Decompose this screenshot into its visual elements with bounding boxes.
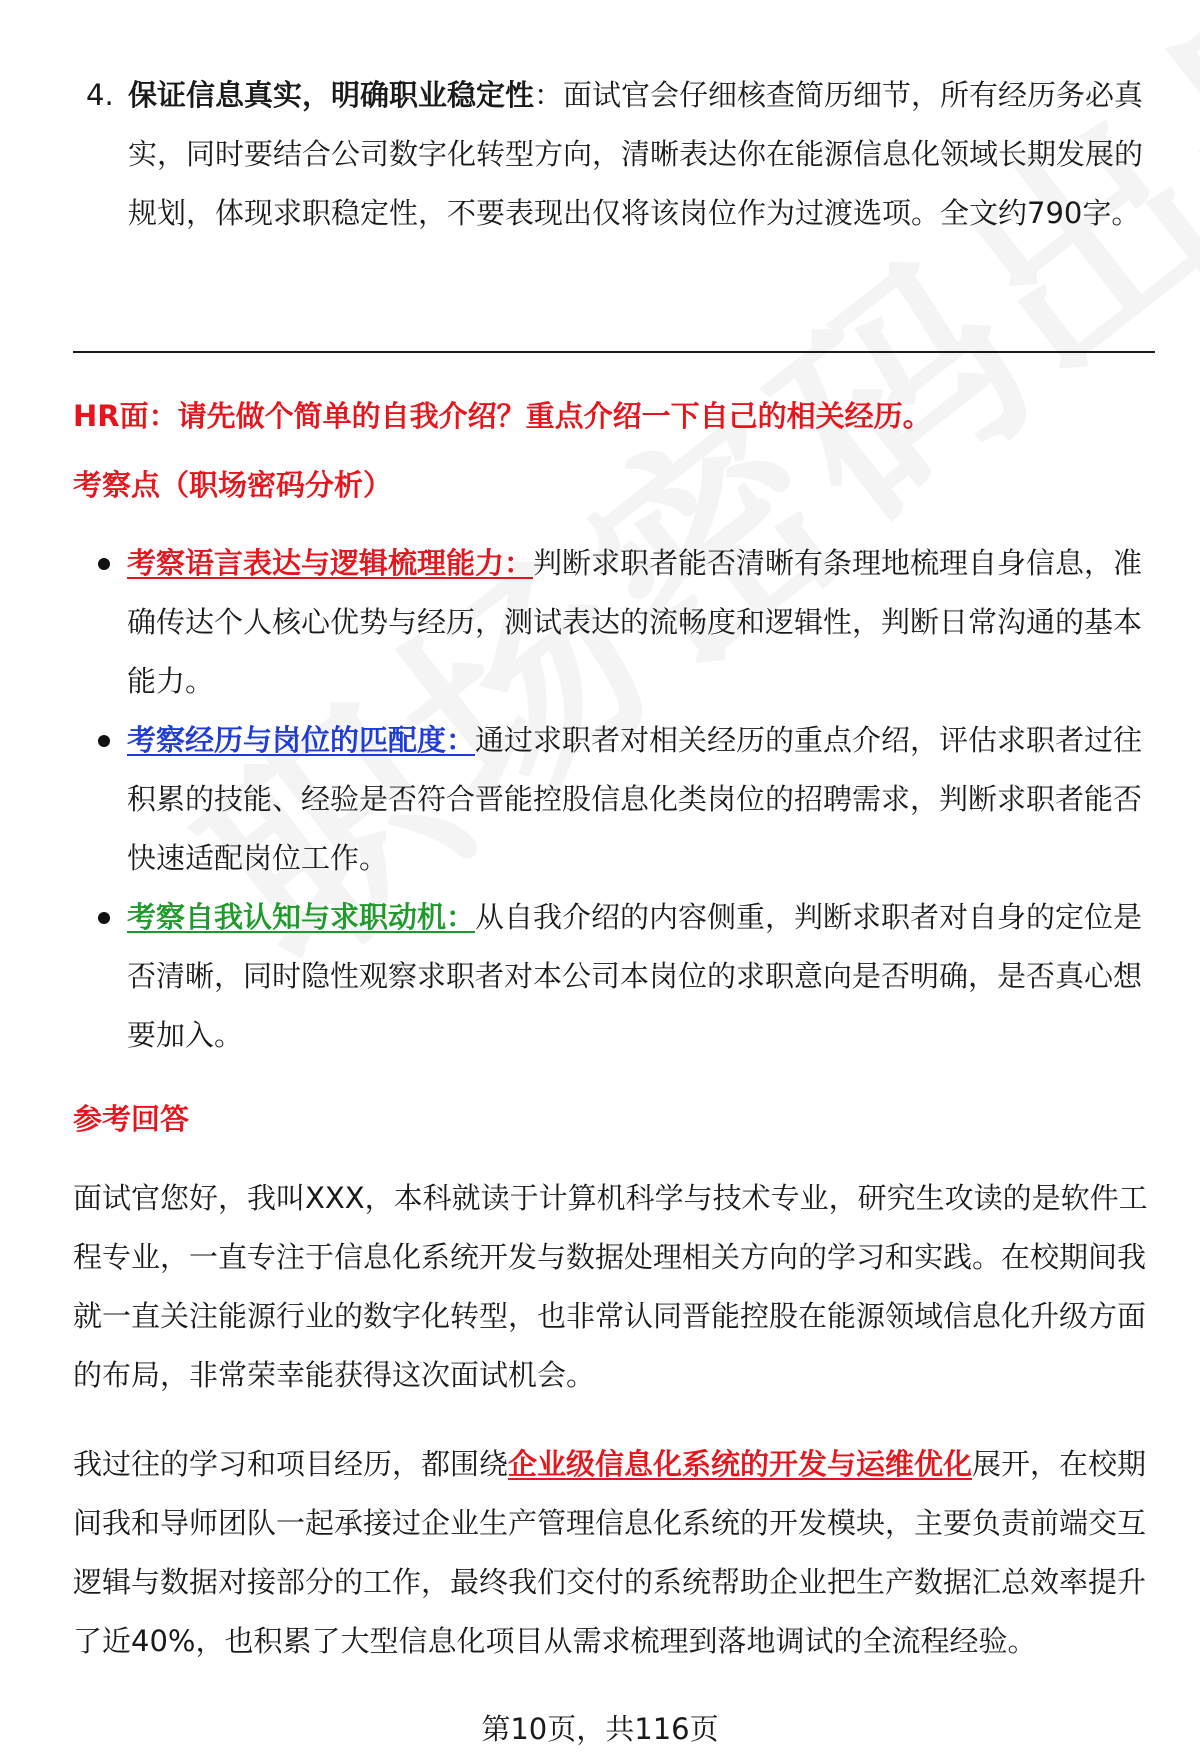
answer-paragraph-1: 面试官您好，我叫XXX，本科就读于计算机科学与技术专业，研究生攻读的是软件工程专业，一直专注于信息化系统开发与数据处理相关方向的学习和实践。在校期间我就一直关注能源行业的数字化转型，也非常认同晋能控股在能源领域信息化升级方面的布局，非常荣幸能获得这次面试机会。	[73, 1181, 1148, 1392]
answer-paragraph-2	[73, 1435, 1158, 1671]
focus-text: 从自我介绍的内容侧重，判断求职者对自身的定位是否清晰，同时隐性观察求职者对本公司本岗位的求职意向是否明确，是否真心想要加入。	[127, 900, 1143, 1052]
focus-text: 通过求职者对相关经历的重点介绍，评估求职者过往积累的技能、经验是否符合晋能控股信息化类岗位的招聘需求，判断求职者能否快速适配岗位工作。	[127, 723, 1143, 875]
item-number: 4.	[86, 78, 114, 112]
answer-text: 展开，在校期间我和导师团队一起承接过企业生产管理信息化系统的开发模块，主要负责前端交互逻辑与数据对接部分的工作，最终我们交付的系统帮助企业把生产数据汇总效率提升了近40%，也积累了大型信息化项目从需求梳理到落地调试的全流程经验。	[73, 1447, 1147, 1658]
item-text: ：面试官会仔细核查简历细节，所有经历务必真实，同时要结合公司数字化转型方向，清晰表达你在能源信息化领域长期发展的规划，体现求职稳定性，不要表现出仅将该岗位作为过渡选项。全文约790字。	[128, 78, 1144, 230]
list-item	[73, 534, 1155, 711]
focus-heading: 考察点（职场密码分析）	[73, 468, 393, 502]
focus-label: 考察自我认知与求职动机：	[127, 900, 476, 934]
focus-label: 考察语言表达与逻辑梳理能力：	[127, 546, 534, 580]
answer-heading: 参考回答	[73, 1102, 190, 1136]
answer-highlight: 企业级信息化系统的开发与运维优化	[508, 1447, 973, 1481]
focus-text: 判断求职者能否清晰有条理地梳理自身信息，准确传达个人核心优势与经历，测试表达的流畅度和逻辑性，判断日常沟通的基本能力。	[127, 546, 1143, 698]
focus-label: 考察经历与岗位的匹配度：	[127, 723, 476, 757]
page-footer: 第10页，共116页	[481, 1712, 719, 1746]
list-item	[73, 888, 1155, 1065]
focus-list	[73, 534, 1155, 1065]
list-item	[73, 711, 1155, 888]
answer-text: 我过往的学习和项目经历，都围绕	[73, 1447, 509, 1481]
bullet-icon	[98, 558, 110, 570]
interview-question: HR面：请先做个简单的自我介绍？重点介绍一下自己的相关经历。	[73, 399, 932, 433]
numbered-item-4	[76, 66, 1156, 243]
item-title: 保证信息真实，明确职业稳定性	[128, 78, 535, 112]
bullet-icon	[98, 735, 110, 747]
item-body	[128, 66, 1156, 243]
bullet-icon	[98, 912, 110, 924]
section-divider	[73, 351, 1155, 353]
